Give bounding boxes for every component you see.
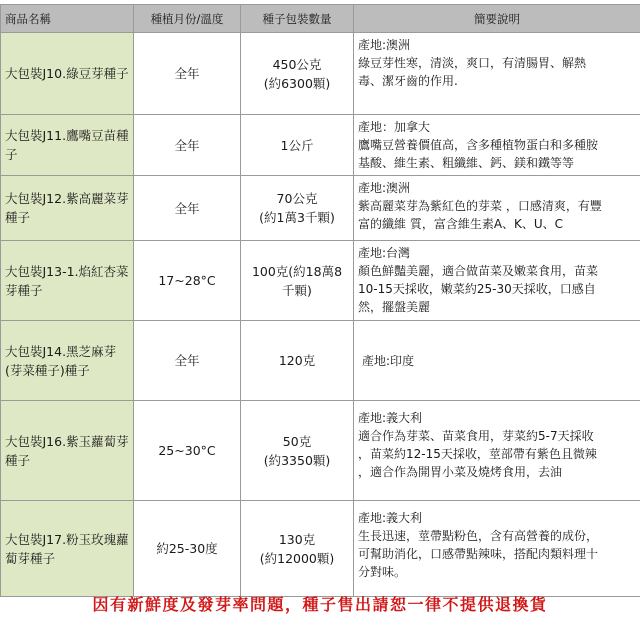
month-temp-cell: 全年 <box>134 321 241 401</box>
table-row <box>1 176 640 241</box>
description-line: ，適合作為開胃小菜及燒烤食用，去油 <box>358 465 563 479</box>
origin-line: 產地:印度 <box>362 353 415 368</box>
origin-line: 產地:澳洲 <box>358 38 411 52</box>
description-line: 綠豆芽性寒，清淡，爽口，有清腸胃、解熱 <box>358 56 587 70</box>
header-product-name: 商品名稱 <box>1 5 134 33</box>
quantity-line: 1公斤 <box>280 137 314 153</box>
table-row <box>1 241 640 321</box>
month-temp-cell: 25~30°C <box>134 401 241 501</box>
quantity-line: (約1萬3千顆) <box>259 210 335 225</box>
quantity-line: 450公克 <box>272 56 322 72</box>
month-temp-cell: 全年 <box>134 176 241 241</box>
origin-line: 產地:台灣 <box>358 246 411 260</box>
month-temp-cell: 17~28°C <box>134 241 241 321</box>
quantity-cell <box>241 176 354 241</box>
quantity-cell <box>241 401 354 501</box>
description-cell <box>354 501 640 597</box>
return-policy-notice: 因有新鮮度及發芽率問題，種子售出請恕一律不提供退換貨 <box>92 595 548 614</box>
quantity-line: 120克 <box>278 353 316 368</box>
description-line: 鷹嘴豆營養價值高，含多種植物蛋白和多種胺 <box>358 138 599 152</box>
product-name-cell: 大包裝J12.紫高麗菜芽種子 <box>1 176 134 241</box>
quantity-cell <box>241 33 354 115</box>
description-cell <box>354 241 640 321</box>
quantity-cell <box>241 321 354 401</box>
quantity-line: 100克(約18萬8 <box>251 263 343 279</box>
header-month-temperature: 種植月份/溫度 <box>134 5 241 33</box>
table-row <box>1 401 640 501</box>
origin-line: 產地：加拿大 <box>358 120 431 134</box>
month-temp-cell: 全年 <box>134 33 241 115</box>
quantity-line: 130克 <box>278 531 316 547</box>
description-cell <box>354 321 640 401</box>
quantity-line: (約6300顆) <box>263 75 331 91</box>
description-line: 基酸、維生素、粗纖維、鈣、鎂和鐵等等 <box>358 156 575 170</box>
description-line: 10-15天採收，嫩菜約25-30天採收，口感自 <box>358 282 596 296</box>
quantity-line: (約3350顆) <box>263 452 331 468</box>
table-header-row <box>1 5 640 33</box>
description-line: 可幫助消化，口感帶點辣味，搭配肉類料理十 <box>358 547 599 561</box>
description-line: ，苗菜約12-15天採收，莖部帶有紫色且微辣 <box>358 447 597 461</box>
table-row <box>1 33 640 115</box>
quantity-cell <box>241 115 354 176</box>
product-name-cell: 大包裝J14.黑芝麻芽(芽菜種子)種子 <box>1 321 134 401</box>
description-line: 紫高麗菜芽為紫紅色的芽菜 ，口感清爽，有豐 <box>358 199 602 213</box>
seed-product-table <box>0 4 640 597</box>
origin-line: 產地:義大利 <box>358 511 423 525</box>
month-temp-cell: 全年 <box>134 115 241 176</box>
description-line: 生長迅速，莖帶點粉色，含有高營養的成份， <box>358 529 599 543</box>
description-cell <box>354 176 640 241</box>
origin-line: 產地:澳洲 <box>358 181 411 195</box>
product-name-cell: 大包裝J11.鷹嘴豆苗種子 <box>1 115 134 176</box>
quantity-line: 70公克 <box>276 191 318 206</box>
description-line: 毒、潔牙齒的作用. <box>358 74 458 88</box>
quantity-cell <box>241 501 354 597</box>
origin-line: 產地:義大利 <box>358 411 423 425</box>
product-name-cell: 大包裝J17.粉玉玫瑰蘿蔔芽種子 <box>1 501 134 597</box>
header-package-quantity: 種子包裝數量 <box>241 5 354 33</box>
quantity-cell <box>241 241 354 321</box>
description-cell <box>354 401 640 501</box>
header-description: 簡要說明 <box>354 5 640 33</box>
description-line: 顏色鮮豔美麗，適合做苗菜及嫩菜食用，苗菜 <box>358 264 599 278</box>
product-name-cell: 大包裝J16.紫玉蘿蔔芽種子 <box>1 401 134 501</box>
table-row <box>1 501 640 597</box>
description-cell <box>354 33 640 115</box>
table-row <box>1 321 640 401</box>
quantity-line: 千顆) <box>282 282 312 298</box>
description-line: 富的纖維 質，富含維生素A、K、U、C <box>358 217 564 231</box>
month-temp-cell: 約25-30度 <box>134 501 241 597</box>
quantity-line: (約12000顆) <box>259 550 335 566</box>
description-line: 適合作為芽菜、苗菜食用，芽菜約5-7天採收 <box>358 429 594 443</box>
table-row <box>1 115 640 176</box>
description-line: 分對味。 <box>358 565 407 579</box>
product-name-cell: 大包裝J13-1.焰紅杏菜芽種子 <box>1 241 134 321</box>
description-cell <box>354 115 640 176</box>
description-line: 然，擺盤美麗 <box>358 300 431 314</box>
quantity-line: 50克 <box>282 433 312 449</box>
product-name-cell: 大包裝J10.綠豆芽種子 <box>1 33 134 115</box>
